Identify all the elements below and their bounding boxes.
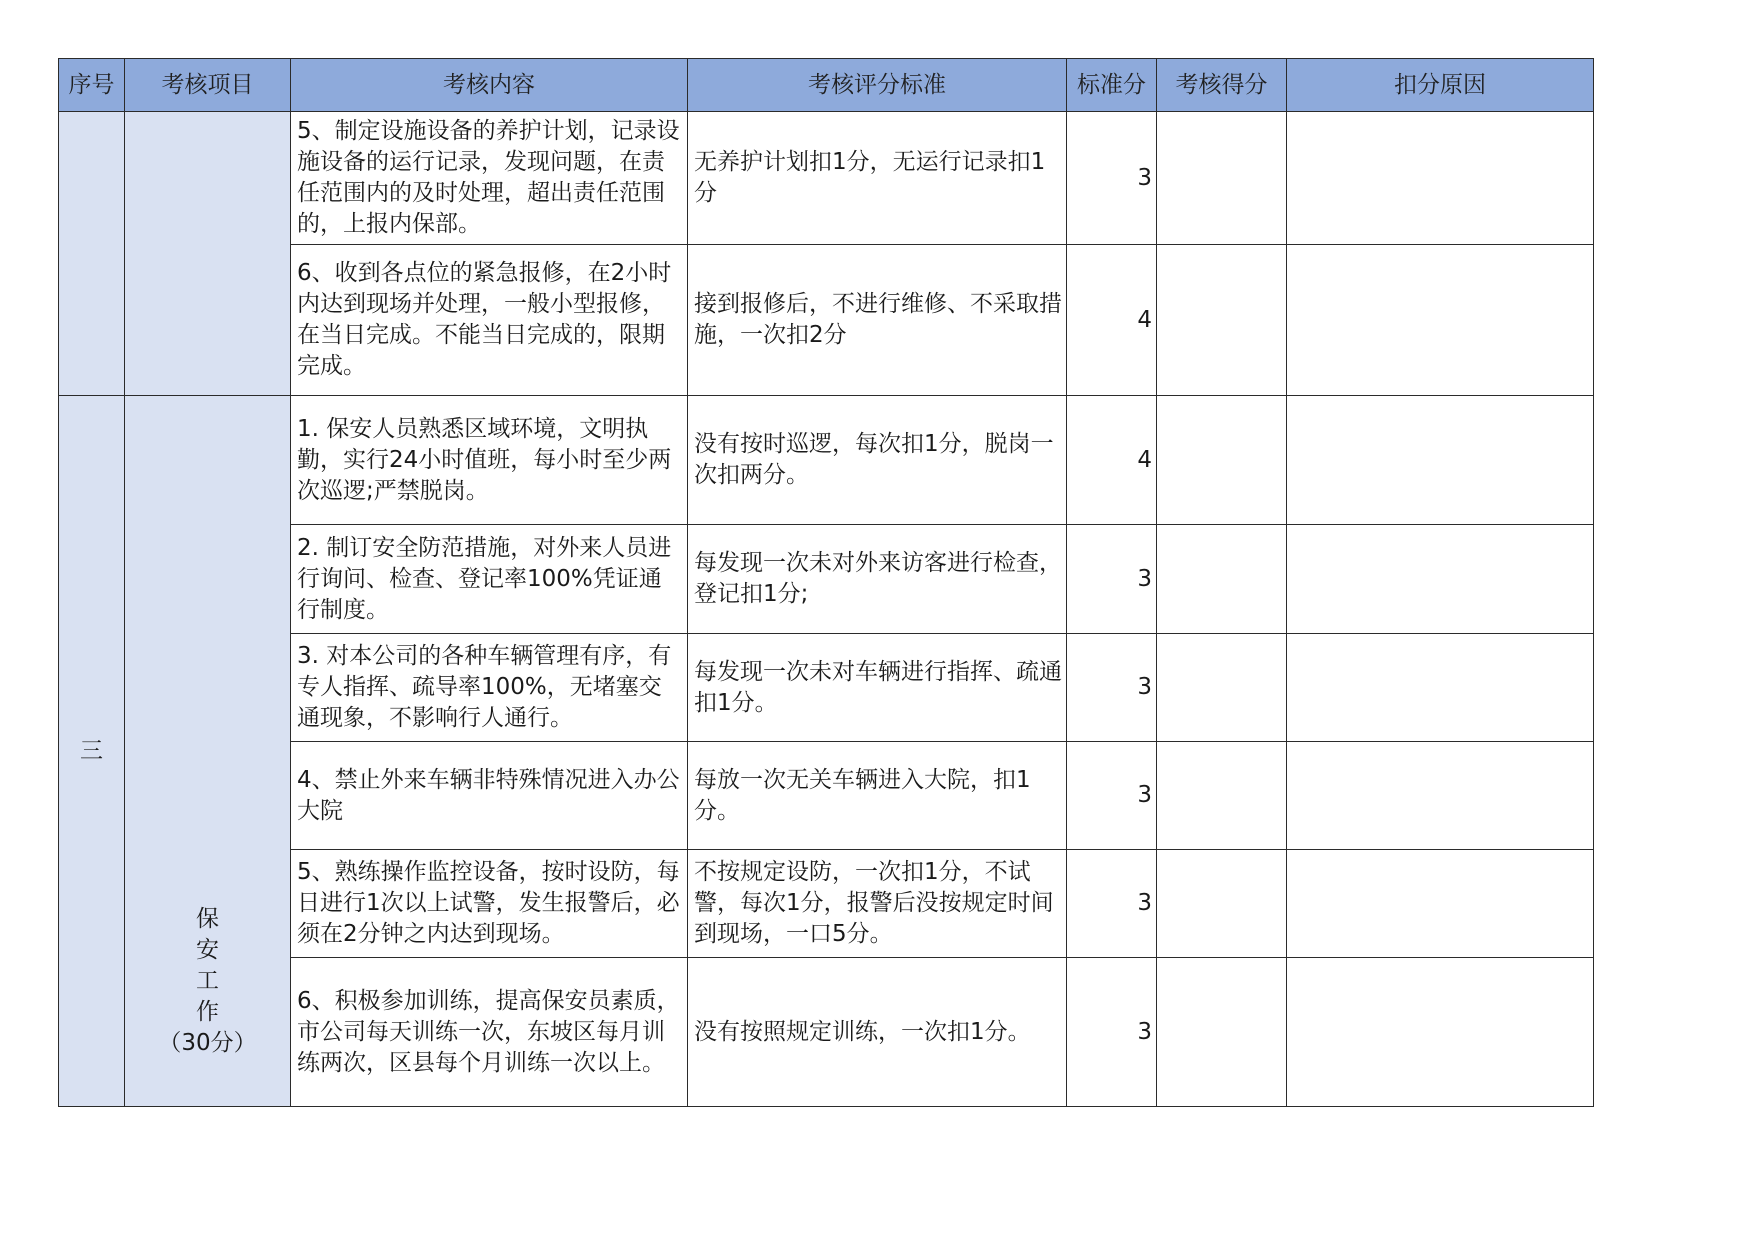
content-cell: 4、禁止外来车辆非特殊情况进入办公大院 [291, 742, 688, 850]
table-row [59, 396, 1594, 525]
assessed-score-cell[interactable] [1157, 112, 1287, 245]
assessed-score-cell[interactable] [1157, 634, 1287, 742]
assessed-score-cell[interactable] [1157, 850, 1287, 958]
assessed-score-cell[interactable] [1157, 396, 1287, 525]
assessed-score-cell[interactable] [1157, 525, 1287, 634]
content-cell: 5、制定设施设备的养护计划，记录设施设备的运行记录，发现问题，在责任范围内的及时处理，超出责任范围的，上报内保部。 [291, 112, 688, 245]
criteria-cell: 每发现一次未对外来访客进行检查，登记扣1分; [688, 525, 1067, 634]
header-project: 考核项目 [125, 59, 291, 112]
standard-score-cell: 3 [1067, 112, 1157, 245]
criteria-cell: 不按规定设防，一次扣1分，不试警，每次1分，报警后没按规定时间到现场，一口5分。 [688, 850, 1067, 958]
standard-score-cell: 4 [1067, 396, 1157, 525]
header-deduction-reason: 扣分原因 [1287, 59, 1594, 112]
deduction-reason-cell[interactable] [1287, 634, 1594, 742]
group-project-cell [125, 396, 291, 1107]
table-row [59, 112, 1594, 245]
header-content: 考核内容 [291, 59, 688, 112]
standard-score-cell: 3 [1067, 634, 1157, 742]
content-cell: 6、积极参加训练，提高保安员素质，市公司每天训练一次，东坡区每月训练两次，区县每个月训练一次以上。 [291, 958, 688, 1107]
standard-score-cell: 3 [1067, 958, 1157, 1107]
criteria-cell: 没有按时巡逻，每次扣1分，脱岗一次扣两分。 [688, 396, 1067, 525]
criteria-cell: 没有按照规定训练，一次扣1分。 [688, 958, 1067, 1107]
deduction-reason-cell[interactable] [1287, 850, 1594, 958]
content-cell: 6、收到各点位的紧急报修，在2小时内达到现场并处理，一般小型报修，在当日完成。不能当日完成的，限期完成。 [291, 245, 688, 396]
group-index-cell [59, 112, 125, 396]
deduction-reason-cell[interactable] [1287, 958, 1594, 1107]
content-cell: 3. 对本公司的各种车辆管理有序，有专人指挥、疏导率100%，无堵塞交通现象，不影响行人通行。 [291, 634, 688, 742]
content-cell: 1. 保安人员熟悉区域环境，文明执勤，实行24小时值班，每小时至少两次巡逻;严禁脱岗。 [291, 396, 688, 525]
deduction-reason-cell[interactable] [1287, 396, 1594, 525]
deduction-reason-cell[interactable] [1287, 525, 1594, 634]
criteria-cell: 每发现一次未对车辆进行指挥、疏通扣1分。 [688, 634, 1067, 742]
standard-score-cell: 4 [1067, 245, 1157, 396]
deduction-reason-cell[interactable] [1287, 742, 1594, 850]
content-cell: 5、熟练操作监控设备，按时设防，每日进行1次以上试警，发生报警后，必须在2分钟之内达到现场。 [291, 850, 688, 958]
project-name: 保安工作 [196, 905, 219, 1025]
assessed-score-cell[interactable] [1157, 958, 1287, 1107]
standard-score-cell: 3 [1067, 850, 1157, 958]
content-cell: 2. 制订安全防范措施，对外来人员进行询问、检查、登记率100%凭证通行制度。 [291, 525, 688, 634]
header-row [59, 59, 1594, 112]
header-assessed-score: 考核得分 [1157, 59, 1287, 112]
header-standard-score: 标准分 [1067, 59, 1157, 112]
header-criteria: 考核评分标准 [688, 59, 1067, 112]
standard-score-cell: 3 [1067, 525, 1157, 634]
header-index: 序号 [59, 59, 125, 112]
assessed-score-cell[interactable] [1157, 245, 1287, 396]
assessed-score-cell[interactable] [1157, 742, 1287, 850]
standard-score-cell: 3 [1067, 742, 1157, 850]
criteria-cell: 接到报修后，不进行维修、不采取措施，一次扣2分 [688, 245, 1067, 396]
deduction-reason-cell[interactable] [1287, 245, 1594, 396]
assessment-table [58, 58, 1594, 1107]
group-project-cell [125, 112, 291, 396]
group-index-cell: 三 [59, 396, 125, 1107]
deduction-reason-cell[interactable] [1287, 112, 1594, 245]
criteria-cell: 每放一次无关车辆进入大院，扣1分。 [688, 742, 1067, 850]
project-score: （30分） [158, 1029, 257, 1056]
criteria-cell: 无养护计划扣1分，无运行记录扣1分 [688, 112, 1067, 245]
